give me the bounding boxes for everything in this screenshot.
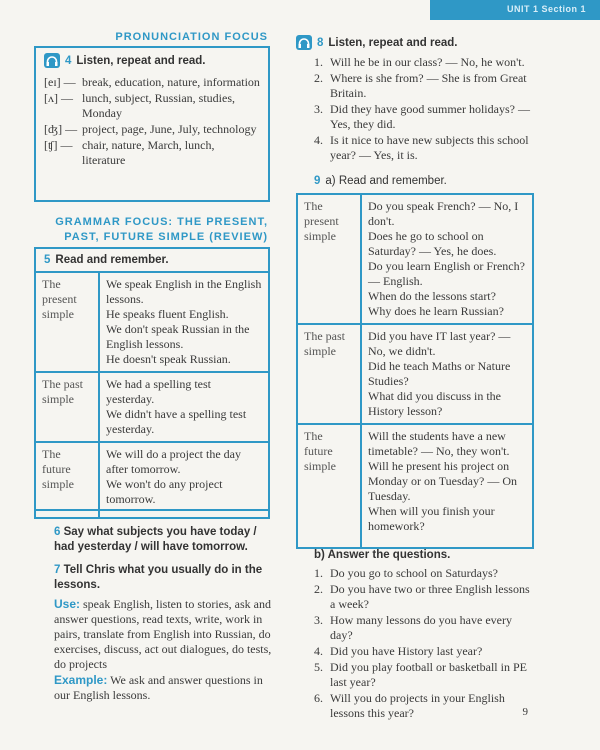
headphones-icon[interactable]	[44, 53, 60, 68]
phoneme-words: project, page, June, July, technology	[82, 122, 257, 136]
question-text: Did you have History last year?	[330, 644, 483, 658]
example-sentence: When do the lessons start?	[368, 289, 496, 303]
exercise-8-list	[314, 55, 532, 164]
unit-header-band	[430, 0, 600, 20]
table-row	[297, 424, 533, 548]
unit-label: UNIT 1 Section 1	[506, 4, 586, 14]
phoneme-words: break, education, nature, information	[82, 75, 260, 89]
grammar-table-9	[296, 193, 534, 549]
exercise-7-heading	[54, 563, 270, 593]
pronunciation-row	[44, 122, 260, 137]
exercise-7-use	[54, 597, 272, 672]
table-row	[35, 272, 269, 372]
part-a-label: a) Read and remember.	[325, 175, 447, 187]
example-sentence: He doesn't speak Russian.	[106, 352, 231, 366]
exercise-number: 6	[54, 526, 61, 538]
example-cell	[99, 372, 269, 442]
example-sentence: Do you speak French? — No, I don't.	[368, 199, 519, 228]
item-text: Will he be in our class? — No, he won't.	[330, 55, 525, 69]
example-cell	[361, 424, 533, 548]
example-sentence: We speak English in the English lessons.	[106, 277, 262, 306]
list-item: 2. Do you have two or three English lessons a week?	[314, 582, 530, 611]
exercise-4-heading	[44, 53, 260, 68]
example-label: Example:	[54, 673, 108, 687]
item-text: Where is she from? — She is from Great Britain.	[330, 71, 527, 100]
exercise-title: Tell Chris what you usually do in the lessons.	[54, 564, 263, 591]
example-sentence: When will you finish your homework?	[368, 504, 495, 533]
example-sentence: Do you learn English or French? — English.	[368, 259, 525, 288]
example-sentence: We don't speak Russian in the English lessons.	[106, 322, 250, 351]
example-text: We ask and answer questions in our English lessons.	[54, 673, 263, 702]
table-row	[297, 324, 533, 424]
questions-list	[314, 566, 534, 722]
exercise-number: 7	[54, 564, 61, 576]
grammar-focus-title	[40, 215, 268, 245]
list-item: 4. Did you have History last year?	[314, 644, 483, 658]
table-row	[35, 442, 269, 518]
tense-label: The future simple	[35, 442, 99, 518]
list-item: 1. Will he be in our class? — No, he won't.	[314, 55, 525, 69]
exercise-title: Listen, repeat and read.	[328, 36, 458, 49]
example-sentence: He speaks fluent English.	[106, 307, 229, 321]
question-text: How many lessons do you have every day?	[330, 613, 512, 642]
exercise-title: Listen, repeat and read.	[76, 54, 206, 67]
list-item: 6. Will you do projects in your English lessons this year?	[314, 691, 505, 720]
example-cell	[361, 324, 533, 424]
phoneme-words: chair, nature, March, lunch, literature	[82, 138, 215, 167]
phoneme-words: lunch, subject, Russian, studies, Monday	[82, 91, 235, 120]
tense-label: The past simple	[35, 372, 99, 442]
tense-label: The past simple	[297, 324, 361, 424]
example-sentence: We had a spelling test yesterday.	[106, 377, 212, 406]
grammar-table	[34, 271, 270, 519]
phoneme-symbol: [ʌ] —	[44, 91, 73, 105]
exercise-title: Read and remember.	[55, 254, 169, 266]
question-text: Will you do projects in your English lessons this year?	[330, 691, 505, 720]
pronunciation-row	[44, 91, 260, 121]
example-cell	[99, 272, 269, 372]
exercise-number: 9	[314, 175, 321, 187]
exercise-8-heading	[296, 35, 458, 50]
item-text: Is it nice to have new subjects this school year? — Yes, it is.	[330, 133, 529, 162]
pronunciation-box	[34, 46, 270, 202]
exercise-5-heading	[36, 249, 268, 273]
pronunciation-row	[44, 75, 260, 90]
phoneme-symbol: [ʤ] —	[44, 122, 78, 136]
exercise-9-table-wrap	[296, 193, 534, 549]
exercise-9-heading	[314, 175, 447, 187]
example-sentence: We will do a project the day after tomorrow.	[106, 447, 241, 476]
page-number: 9	[522, 706, 528, 718]
exercise-7-example	[54, 673, 272, 703]
example-sentence: Did you have IT last year? — No, we didn't.	[368, 329, 511, 358]
phoneme-symbol: [ʧ] —	[44, 138, 73, 152]
use-label: Use:	[54, 597, 81, 611]
tense-label: The present simple	[297, 194, 361, 324]
example-sentence: Will the students have a new timetable? — No, they won't.	[368, 429, 510, 458]
list-item: 1. Do you go to school on Saturdays?	[314, 566, 498, 580]
exercise-text: Say what subjects you have today / had yesterday / will have tomorrow.	[54, 526, 257, 553]
tense-label: The future simple	[297, 424, 361, 548]
phoneme-symbol: [eɪ] —	[44, 75, 76, 89]
example-sentence: Why does he learn Russian?	[368, 304, 504, 318]
question-text: Do you have two or three English lessons a week?	[330, 582, 530, 611]
question-text: Did you play football or basketball in PE last year?	[330, 660, 527, 689]
item-text: Did they have good summer holidays? — Yes, they did.	[330, 102, 530, 131]
grammar-title-line: PAST, FUTURE SIMPLE (REVIEW)	[64, 231, 268, 243]
exercise-number: 5	[44, 254, 51, 266]
example-sentence: Did he teach Maths or Nature Studies?	[368, 359, 511, 388]
list-item: 4. Is it nice to have new subjects this school year? — Yes, it is.	[314, 133, 529, 162]
example-cell	[99, 442, 269, 518]
part-b-label: b) Answer the questions.	[314, 549, 451, 561]
table-row	[297, 194, 533, 324]
headphones-icon[interactable]	[296, 35, 312, 50]
example-cell	[361, 194, 533, 324]
list-item: 2. Where is she from? — She is from Great Britain.	[314, 71, 527, 100]
list-item: 3. How many lessons do you have every day?	[314, 613, 512, 642]
tense-label: The present simple	[35, 272, 99, 372]
example-sentence: Will he present his project on Monday or on Tuesday? — On Tuesday.	[368, 459, 517, 503]
exercise-number: 8	[317, 36, 324, 49]
example-sentence: Does he go to school on Saturday? — Yes, he does.	[368, 229, 497, 258]
table-row	[35, 372, 269, 442]
pronunciation-row	[44, 138, 260, 168]
example-sentence: We won't do any project tomorrow.	[106, 477, 223, 506]
list-item: 5. Did you play football or basketball in PE last year?	[314, 660, 527, 689]
grammar-title-line: GRAMMAR FOCUS: THE PRESENT,	[55, 216, 268, 228]
list-item: 3. Did they have good summer holidays? — Yes, they did.	[314, 102, 530, 131]
question-text: Do you go to school on Saturdays?	[330, 566, 498, 580]
pronunciation-focus-title: PRONUNCIATION FOCUS	[115, 31, 268, 43]
example-sentence: What did you discuss in the History lesson?	[368, 389, 501, 418]
use-text: speak English, listen to stories, ask and answer questions, read texts, write, work in pairs, translate from English into Russian, do exercises, discuss, act out dialogues, do tests, do projects	[54, 597, 272, 671]
example-sentence: We didn't have a spelling test yesterday.	[106, 407, 247, 436]
grammar-box	[34, 247, 270, 511]
exercise-number: 4	[65, 54, 72, 67]
exercise-6	[54, 525, 270, 555]
